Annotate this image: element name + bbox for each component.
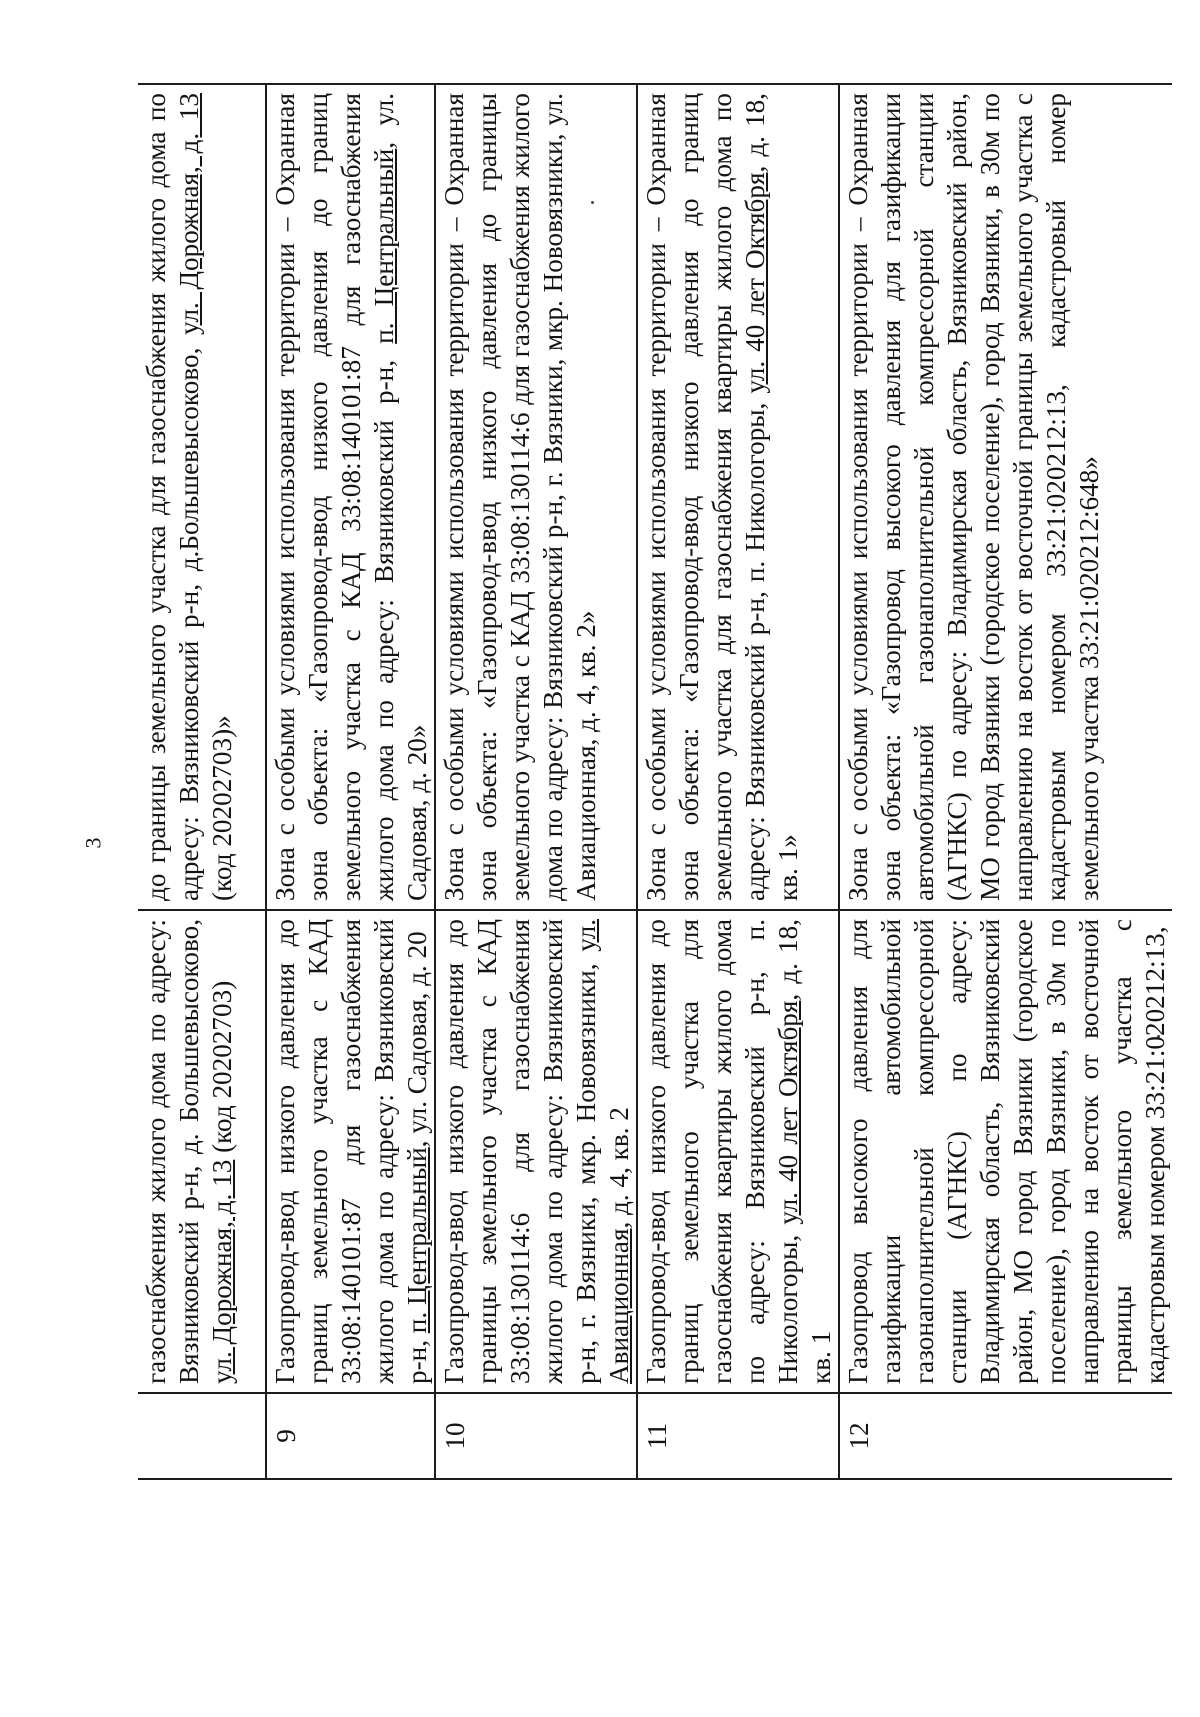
object-cell: Газопровод-ввод низкого давления до границы земельного участка с КАД 33:08:130114:6 для газоснабжения жилого дома по адресу: Вязниковский р-н, г. Вязники, мкр. Нововязники, ул. Авиационная, д. 4, кв. 2 [435, 910, 637, 1393]
page-number: 3 [80, 837, 106, 849]
table-row [839, 84, 1172, 1479]
row-number [138, 1393, 266, 1479]
table-row [637, 84, 839, 1479]
row-number: 9 [266, 1393, 435, 1479]
object-cell: Газопровод-ввод низкого давления до границ земельного участка с КАД 33:08:140101:87 для газоснабжения жилого дома по адресу: Вязниковский р-н, п. Центральный, ул. Садовая, д. 20 [266, 910, 435, 1393]
rotated-page-content [138, 85, 1170, 1480]
table-row [138, 84, 266, 1479]
object-cell: Газопровод-ввод низкого давления до границ земельного участка для газоснабжения квартиры жилого дома по адресу: Вязниковский р-н, п. Никологоры, ул. 40 лет Октября, д. 18, кв. 1 [637, 910, 839, 1393]
zone-cell: Зона с особыми условиями использования территории – Охранная зона объекта: «Газопровод высокого давления для газификации автомобильной газонаполнительной компрессорной станции (АГНКС) по адресу: Владимирская область, Вязниковский район, МО город Вязники (городское поселение), город Вязники, в 30м по направлению на восток от восточной границы земельного участка с кадастровым номером 33:21:020212:13, кадастровый номер земельного участка 33:21:020212:648» [839, 84, 1172, 910]
protected-zones-table [138, 83, 1172, 1480]
zone-cell: Зона с особыми условиями использования территории – Охранная зона объекта: «Газопровод-ввод низкого давления до границ земельного участка с КАД 33:08:140101:87 для газоснабжения жилого дома по адресу: Вязниковский р-н, п. Центральный, ул. Садовая, д. 20» [266, 84, 435, 910]
zone-cell: Зона с особыми условиями использования территории – Охранная зона объекта: «Газопровод-ввод низкого давления до границ земельного участка для газоснабжения квартиры жилого дома по адресу: Вязниковский р-н, п. Никологоры, ул. 40 лет Октября, д. 18, кв. 1» [637, 84, 839, 910]
row-number: 10 [435, 1393, 637, 1479]
row-number: 12 [839, 1393, 1172, 1479]
zone-cell: до границы земельного участка для газоснабжения жилого дома по адресу: Вязниковский р-н, д.Большевысоково, ул. Дорожная, д. 13 (код 20202703)» [138, 84, 266, 910]
table-row [435, 84, 637, 1479]
row-number: 11 [637, 1393, 839, 1479]
table-row [266, 84, 435, 1479]
zone-cell: Зона с особыми условиями использования территории – Охранная зона объекта: «Газопровод-ввод низкого давления до границы земельного участка с КАД 33:08:130114:6 для газоснабжения жилого дома по адресу: Вязниковский р-н, г. Вязники, мкр. Нововязники, ул. Авиационная, д. 4, кв. 2» [435, 84, 637, 910]
object-cell: газоснабжения жилого дома по адресу: Вязниковский р-н, д. Большевысоково, ул. Дорожная, д. 13 (код 20202703) [138, 910, 266, 1393]
object-cell: Газопровод высокого давления для газификации автомобильной газонаполнительной компрессорной станции (АГНКС) по адресу: Владимирская область, Вязниковский район, МО город Вязники (городское поселение), город Вязники, в 30м по направлению на восток от восточной границы земельного участка с кадастровым номером 33:21:020212:13, [839, 910, 1172, 1393]
